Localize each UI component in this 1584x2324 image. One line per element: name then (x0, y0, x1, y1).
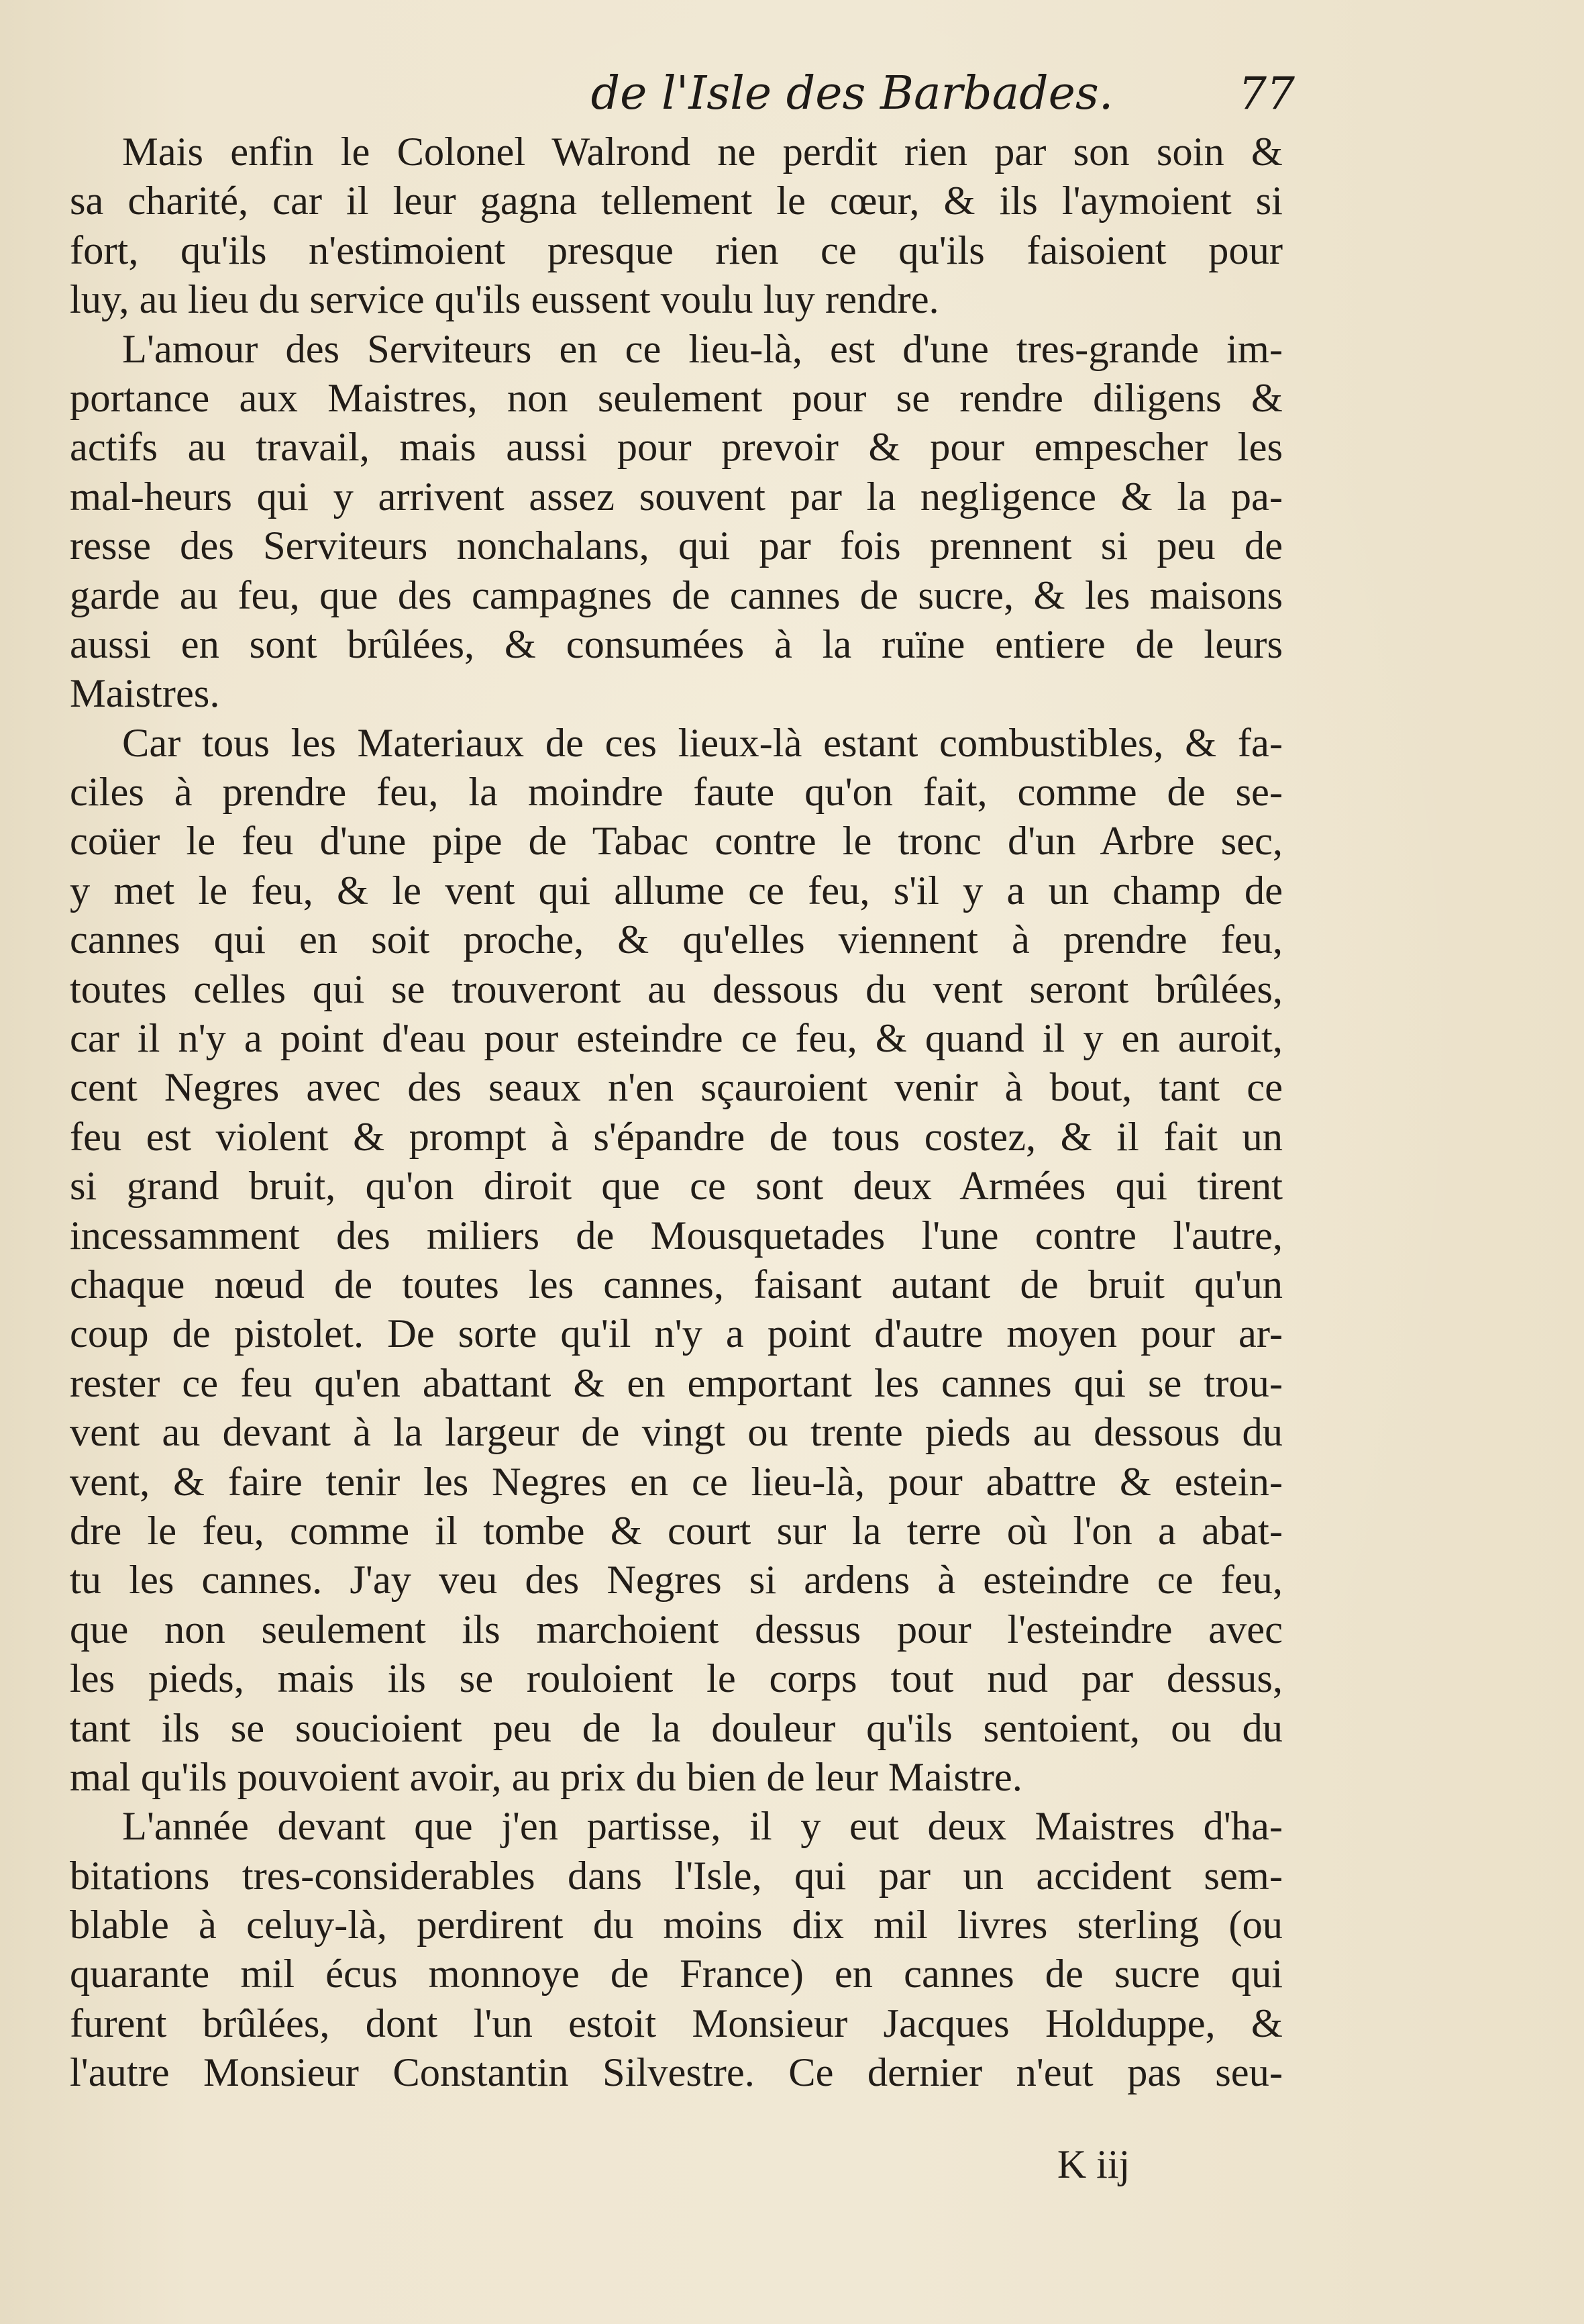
text-line: mal-heurs qui y arrivent assez souvent par la negligence & la pa- (70, 474, 1283, 519)
text-line: toutes celles qui se trouveront au dessous du vent seront brûlées, (70, 966, 1283, 1012)
text-line: chaque nœud de toutes les cannes, faisant autant de bruit qu'un (70, 1262, 1283, 1307)
text-line: car il n'y a point d'eau pour esteindre ce feu, & quand il y en auroit, (70, 1016, 1283, 1062)
text-line: quarante mil écus monnoye de France) en cannes de sucre qui (70, 1952, 1283, 1997)
paragraph-1 (70, 128, 1283, 325)
text-line: mal qu'ils pouvoient avoir, au prix du bien de leur Maistre. (70, 1754, 1022, 1800)
text-line: L'année devant que j'en partisse, il y eut deux Maistres d'ha- (122, 1804, 1283, 1850)
text-line: feu est violent & prompt à s'épandre de tous costez, & il fait un (70, 1114, 1283, 1160)
page-number: 77 (1238, 68, 1295, 119)
signature-mark: K iij (1057, 2142, 1130, 2186)
text-line: blable à celuy-là, perdirent du moins dix mil livres sterling (ou (70, 1903, 1283, 1948)
text-line: bitations tres-considerables dans l'Isle, qui par un accident sem- (70, 1853, 1283, 1899)
running-head: de l'Isle des Barbades. (590, 67, 1114, 120)
text-line: cannes qui en soit proche, & qu'elles viennent à prendre feu, (70, 917, 1283, 963)
text-line: resse des Serviteurs nonchalans, qui par fois prennent si peu de (70, 523, 1283, 569)
body-text (70, 128, 1283, 2098)
text-line: Car tous les Materiaux de ces lieux-là estant combustibles, & fa- (122, 720, 1283, 766)
text-line: y met le feu, & le vent qui allume ce feu, s'il y a un champ de (70, 868, 1283, 913)
text-line: tu les cannes. J'ay veu des Negres si ardens à esteindre ce feu, (70, 1558, 1283, 1603)
text-line: rester ce feu qu'en abattant & en emportant les cannes qui se trou- (70, 1360, 1283, 1406)
text-line: l'autre Monsieur Constantin Silvestre. Ce dernier n'eut pas seu- (70, 2050, 1283, 2096)
text-line: coüer le feu d'une pipe de Tabac contre le tronc d'un Arbre sec, (70, 819, 1283, 864)
paragraph-4 (70, 1802, 1283, 2097)
text-line: Mais enfin le Colonel Walrond ne perdit rien par son soin & (122, 130, 1283, 174)
text-line: les pieds, mais ils se rouloient le corps tout nud par dessus, (70, 1656, 1283, 1702)
text-line: cent Negres avec des seaux n'en sçauroient venir à bout, tant ce (70, 1065, 1283, 1111)
text-line: garde au feu, que des campagnes de cannes de sucre, & les maisons (70, 572, 1283, 618)
text-line: vent, & faire tenir les Negres en ce lieu-là, pour abattre & estein- (70, 1459, 1283, 1505)
text-line: portance aux Maistres, non seulement pour se rendre diligens & (70, 375, 1283, 421)
text-line: coup de pistolet. De sorte qu'il n'y a point d'autre moyen pour ar- (70, 1311, 1283, 1357)
text-line: luy, au lieu du service qu'ils eussent voulu luy rendre. (70, 277, 939, 323)
text-line: fort, qu'ils n'estimoient presque rien ce qu'ils faisoient pour (70, 228, 1283, 273)
text-line: vent au devant à la largeur de vingt ou trente pieds au dessous du (70, 1410, 1283, 1456)
text-line: incessamment des miliers de Mousquetades l'une contre l'autre, (70, 1213, 1283, 1258)
paragraph-2 (70, 325, 1283, 719)
text-line: sa charité, car il leur gagna tellement le cœur, & ils l'aymoient si (70, 179, 1283, 224)
text-line: dre le feu, comme il tombe & court sur la terre où l'on a abat- (70, 1508, 1283, 1554)
text-line: si grand bruit, qu'on diroit que ce sont deux Armées qui tirent (70, 1164, 1283, 1209)
text-line: L'amour des Serviteurs en ce lieu-là, est d'une tres-grande im- (122, 326, 1283, 372)
text-line: que non seulement ils marchoient dessus pour l'esteindre avec (70, 1607, 1283, 1652)
text-line: actifs au travail, mais aussi pour prevoir & pour empescher les (70, 425, 1283, 470)
text-line: ciles à prendre feu, la moindre faute qu'on fait, comme de se- (70, 770, 1283, 815)
text-line: aussi en sont brûlées, & consumées à la ruïne entiere de leurs (70, 621, 1283, 667)
text-line: tant ils se soucioient peu de la douleur qu'ils sentoient, ou du (70, 1705, 1283, 1751)
text-line: furent brûlées, dont l'un estoit Monsieur Jacques Holduppe, & (70, 2001, 1283, 2046)
text-line: Maistres. (70, 671, 220, 717)
paragraph-3 (70, 719, 1283, 1803)
